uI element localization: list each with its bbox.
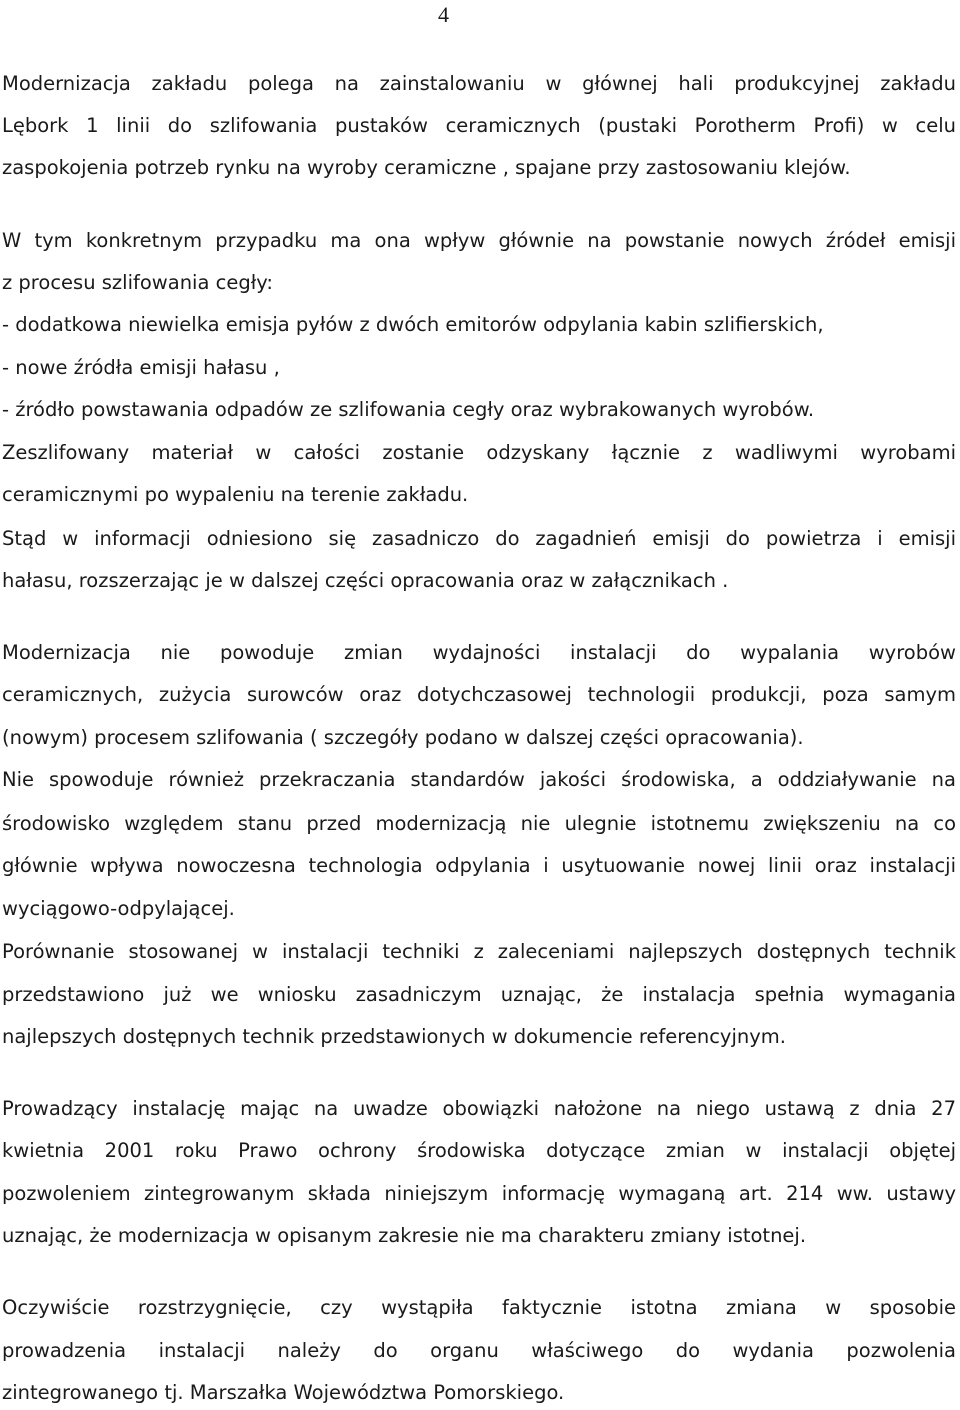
text-line: Modernizacja nie powoduje zmian wydajności instalacji do wypalania wyrobów [2, 641, 956, 664]
text-line: ceramicznych, zużycia surowców oraz dotychczasowej technologii produkcji, poza samym [2, 683, 956, 706]
text-line: Zeszlifowany materiał w całości zostanie odzyskany łącznie z wadliwymi wyrobami [2, 441, 956, 464]
text-line: - źródło powstawania odpadów ze szlifowania cegły oraz wybrakowanych wyrobów. [2, 398, 815, 421]
text-line: Prowadzący instalację mając na uwadze obowiązki nałożone na niego ustawą z dnia 27 [2, 1097, 956, 1120]
text-line: hałasu, rozszerzając je w dalszej części opracowania oraz w załącznikach . [2, 569, 729, 592]
text-line: - nowe źródła emisji hałasu , [2, 356, 280, 379]
text-line: wyciągowo-odpylającej. [2, 897, 235, 920]
text-line: kwietnia 2001 roku Prawo ochrony środowiska dotyczące zmian w instalacji objętej [2, 1139, 956, 1162]
text-line: Porównanie stosowanej w instalacji techniki z zaleceniami najlepszych dostępnych technik [2, 940, 956, 963]
text-line: pozwoleniem zintegrowanym składa niniejszym informację wymaganą art. 214 ww. ustawy [2, 1182, 956, 1205]
text-line: zaspokojenia potrzeb rynku na wyroby ceramiczne , spajane przy zastosowaniu klejów. [2, 156, 851, 179]
text-line: Lębork 1 linii do szlifowania pustaków ceramicznych (pustaki Porotherm Profi) w celu [2, 114, 956, 137]
text-line: - dodatkowa niewielka emisja pyłów z dwóch emitorów odpylania kabin szlifierskich, [2, 313, 824, 336]
text-line: przedstawiono już we wniosku zasadniczym uznając, że instalacja spełnia wymagania [2, 983, 956, 1006]
text-line: Nie spowoduje również przekraczania standardów jakości środowiska, a oddziaływanie na [2, 768, 956, 791]
text-line: zintegrowanego tj. Marszałka Województwa Pomorskiego. [2, 1381, 565, 1404]
text-line: prowadzenia instalacji należy do organu właściwego do wydania pozwolenia [2, 1339, 956, 1362]
text-line: Modernizacja zakładu polega na zainstalowaniu w głównej hali produkcyjnej zakładu [2, 72, 956, 95]
text-line: W tym konkretnym przypadku ma ona wpływ głównie na powstanie nowych źródeł emisji [2, 229, 956, 252]
text-line: uznając, że modernizacja w opisanym zakresie nie ma charakteru zmiany istotnej. [2, 1224, 807, 1247]
text-line: z procesu szlifowania cegły: [2, 271, 273, 294]
text-line: (nowym) procesem szlifowania ( szczegóły podano w dalszej części opracowania). [2, 726, 804, 749]
text-line: środowisko względem stanu przed modernizacją nie ulegnie istotnemu zwiększeniu na co [2, 812, 956, 835]
text-line: Stąd w informacji odniesiono się zasadniczo do zagadnień emisji do powietrza i emisji [2, 527, 956, 550]
text-line: Oczywiście rozstrzygnięcie, czy wystąpiła faktycznie istotna zmiana w sposobie [2, 1296, 956, 1319]
text-line: ceramicznymi po wypaleniu na terenie zakładu. [2, 483, 469, 506]
text-line: głównie wpływa nowoczesna technologia odpylania i usytuowanie nowej linii oraz instalacji [2, 854, 956, 877]
page-number: 4 [438, 2, 449, 27]
text-line: najlepszych dostępnych technik przedstawionych w dokumencie referencyjnym. [2, 1025, 786, 1048]
